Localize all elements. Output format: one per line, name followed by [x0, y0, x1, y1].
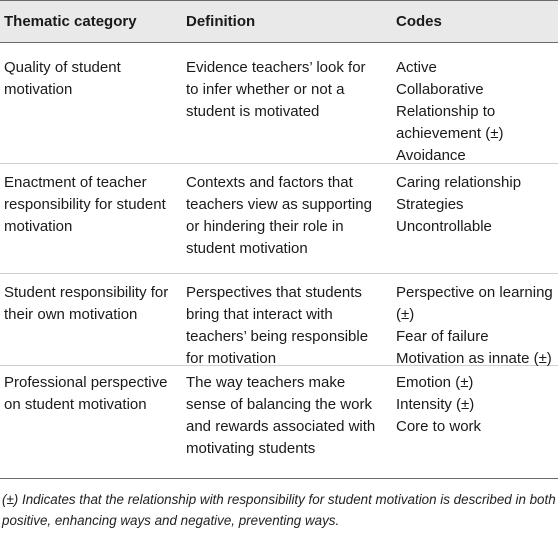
table-header: [0, 0, 558, 43]
row-definition: Perspectives that students bring that interact with teachers’ being responsible for motivation: [186, 284, 369, 367]
code-item: Fear of failure: [396, 328, 489, 345]
table-footnote: (±) Indicates that the relationship with responsibility for student motivation is described in both positive, enhancing ways and negative, preventing ways.: [2, 492, 556, 528]
row-category: Student responsibility for their own motivation: [4, 284, 169, 323]
table-row: [0, 366, 558, 478]
code-item: Core to work: [396, 418, 482, 435]
table-row: [0, 274, 558, 366]
row-category: Professional perspective on student motivation: [4, 374, 168, 413]
header-category: Thematic category: [4, 13, 137, 30]
code-item: Caring relationship: [396, 174, 522, 191]
row-category: Enactment of teacher responsibility for student motivation: [4, 174, 166, 235]
table-row: [0, 164, 558, 274]
row-definition: The way teachers make sense of balancing the work and rewards associated with motivating students: [186, 374, 376, 457]
row-codes: [396, 172, 556, 238]
table-bottom-rule: [0, 478, 558, 479]
code-item: Avoidance: [396, 147, 466, 164]
code-item: Emotion (±): [396, 374, 474, 391]
row-category: Quality of student motivation: [4, 59, 121, 98]
row-codes: [396, 282, 556, 370]
code-item: Relationship to achievement (±): [396, 103, 504, 142]
code-item: Strategies: [396, 196, 464, 213]
code-item: Active: [396, 59, 437, 76]
header-codes: Codes: [396, 13, 442, 30]
row-codes: [396, 57, 556, 167]
code-item: Collaborative: [396, 81, 484, 98]
table-row: [0, 43, 558, 164]
code-item: Motivation as innate (±): [396, 350, 552, 367]
code-item: Uncontrollable: [396, 218, 492, 235]
row-codes: [396, 372, 556, 438]
row-definition: Evidence teachers’ look for to infer whether or not a student is motivated: [186, 59, 366, 120]
code-item: Perspective on learning (±): [396, 284, 553, 323]
header-definition: Definition: [186, 13, 256, 30]
code-item: Intensity (±): [396, 396, 475, 413]
row-definition: Contexts and factors that teachers view as supporting or hindering their role in student motivation: [186, 174, 372, 257]
